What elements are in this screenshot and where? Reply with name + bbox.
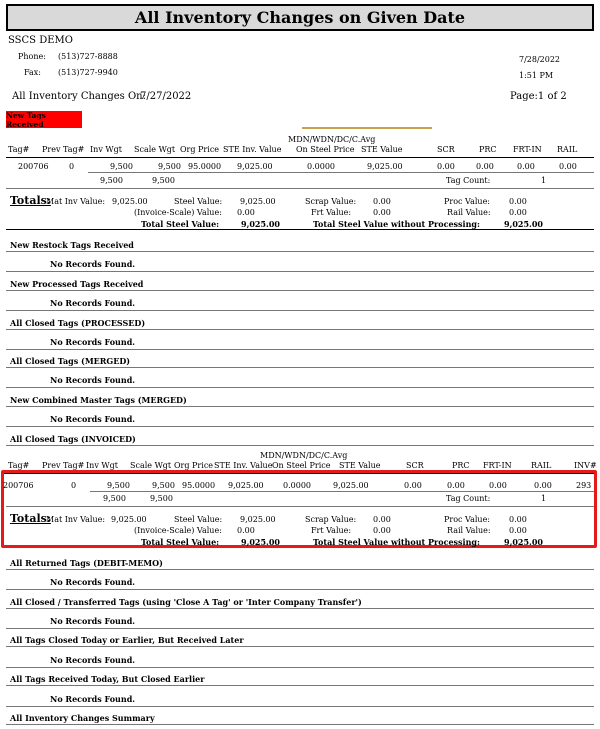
col-ste-inv-value: STE Inv. Value xyxy=(223,145,282,154)
section-combined-master: New Combined Master Tags (MERGED) xyxy=(10,395,187,405)
row-rail: 0.00 xyxy=(559,162,577,171)
inv-proc-value: 0.00 xyxy=(509,515,527,524)
inv-col-scale-wgt: Scale Wgt xyxy=(130,461,172,470)
inv-row-inv-no: 293 xyxy=(576,481,592,490)
inv-rail-value-label: Rail Value: xyxy=(447,526,491,535)
inv-row-prev-tag: 0 xyxy=(71,481,77,490)
row-frt-in: 0.00 xyxy=(517,162,535,171)
report-title-bar xyxy=(6,4,594,31)
inv-row-ste-inv-value: 9,025.00 xyxy=(228,481,264,490)
inv-col-scr: SCR xyxy=(406,461,424,470)
section-processed: New Processed Tags Received xyxy=(10,279,144,289)
inv-col-prc: PRC xyxy=(452,461,470,470)
subtotal-inv-wgt: 9,500 xyxy=(100,176,123,185)
inv-subtotal-inv-wgt: 9,500 xyxy=(103,494,126,503)
inv-col-frt-in: FRT-IN xyxy=(483,461,512,470)
row-on-steel-price: 0.0000 xyxy=(307,162,335,171)
inv-col-inv-wgt: Inv Wgt xyxy=(86,461,118,470)
section-closed-invoiced: All Closed Tags (INVOICED) xyxy=(10,434,136,444)
report-title: All Inventory Changes on Given Date xyxy=(134,8,466,27)
inv-steel-value-label: Steel Value: xyxy=(174,515,223,524)
scrap-value-label: Scrap Value: xyxy=(305,197,357,206)
inv-col-inv-no: INV# xyxy=(574,461,597,470)
inv-frt-value-label: Frt Value: xyxy=(311,526,352,535)
inv-row-on-steel-price: 0.0000 xyxy=(283,481,311,490)
inv-invoice-scale-value: 0.00 xyxy=(237,526,255,535)
inv-total-wo-processing-label: Total Steel Value without Processing: xyxy=(313,537,480,547)
totals-label: Totals: xyxy=(10,194,51,207)
no-records-closed-merged: No Records Found. xyxy=(50,375,136,385)
inv-col-tag: Tag# xyxy=(8,461,30,470)
inv-row-scr: 0.00 xyxy=(404,481,422,490)
mat-inv-value: 9,025.00 xyxy=(112,197,148,206)
steel-value: 9,025.00 xyxy=(240,197,276,206)
inv-proc-value-label: Proc Value: xyxy=(444,515,490,524)
inv-row-rail: 0.00 xyxy=(534,481,552,490)
inv-invoice-scale-label: (Invoice-Scale) Value: xyxy=(134,526,222,535)
steel-value-label: Steel Value: xyxy=(174,197,223,206)
col-inv-wgt: Inv Wgt xyxy=(90,145,122,154)
inv-steel-value: 9,025.00 xyxy=(240,515,276,524)
subtotal-scale-wgt: 9,500 xyxy=(152,176,175,185)
inv-row-inv-wgt: 9,500 xyxy=(107,481,130,490)
report-time: 1:51 PM xyxy=(519,71,554,80)
row-tag: 200706 xyxy=(18,162,49,171)
section-summary: All Inventory Changes Summary xyxy=(10,713,155,723)
inv-row-ste-value: 9,025.00 xyxy=(333,481,369,490)
section-closed-processed: All Closed Tags (PROCESSED) xyxy=(10,318,146,328)
inv-col-org-price: Org Price xyxy=(174,461,214,470)
mdn-header: MDN/WDN/DC/C.Avg xyxy=(288,135,376,144)
inv-rail-value: 0.00 xyxy=(509,526,527,535)
col-org-price: Org Price xyxy=(180,145,220,154)
phone-number: (513)727-8888 xyxy=(58,52,118,61)
no-records-closed-earlier: No Records Found. xyxy=(50,655,136,665)
no-records-combined-master: No Records Found. xyxy=(50,414,136,424)
no-records-transferred: No Records Found. xyxy=(50,616,136,626)
section-received-today: All Tags Received Today, But Closed Earlier xyxy=(10,674,205,684)
col-on-steel-price: On Steel Price xyxy=(296,145,355,154)
no-records-processed: No Records Found. xyxy=(50,298,136,308)
inv-col-ste-value: STE Value xyxy=(339,461,381,470)
inv-totals-label: Totals: xyxy=(10,512,51,525)
inv-tag-count-label: Tag Count: xyxy=(446,494,491,503)
proc-value: 0.00 xyxy=(509,197,527,206)
no-records-returned: No Records Found. xyxy=(50,577,136,587)
no-records-closed-processed: No Records Found. xyxy=(50,337,136,347)
inv-col-ste-inv-value: STE Inv. Value xyxy=(214,461,273,470)
section-closed-earlier: All Tags Closed Today or Earlier, But Received Later xyxy=(10,635,244,645)
col-scale-wgt: Scale Wgt xyxy=(134,145,176,154)
rail-value: 0.00 xyxy=(509,208,527,217)
col-prev-tag: Prev Tag# xyxy=(42,145,85,154)
inv-col-on-steel-price: On Steel Price xyxy=(272,461,331,470)
invoice-scale-value: 0.00 xyxy=(237,208,255,217)
tag-count: 1 xyxy=(541,176,547,185)
total-steel-label: Total Steel Value: xyxy=(141,219,220,229)
inv-total-steel-label: Total Steel Value: xyxy=(141,537,220,547)
row-org-price: 95.0000 xyxy=(188,162,222,171)
inv-scrap-value: 0.00 xyxy=(373,515,391,524)
row-scr: 0.00 xyxy=(437,162,455,171)
section-returned: All Returned Tags (DEBIT-MEMO) xyxy=(10,558,163,568)
col-frt-in: FRT-IN xyxy=(513,145,542,154)
company-name: SSCS DEMO xyxy=(8,35,73,46)
page-number: Page:1 of 2 xyxy=(510,91,567,102)
inv-row-org-price: 95.0000 xyxy=(182,481,216,490)
changes-on-date: 7/27/2022 xyxy=(140,91,192,102)
proc-value-label: Proc Value: xyxy=(444,197,490,206)
frt-value-label: Frt Value: xyxy=(311,208,352,217)
col-ste-value: STE Value xyxy=(361,145,403,154)
fax-label: Fax: xyxy=(24,68,41,77)
row-scale-wgt: 9,500 xyxy=(158,162,181,171)
row-prev-tag: 0 xyxy=(69,162,75,171)
row-prc: 0.00 xyxy=(476,162,494,171)
inv-total-wo-processing-value: 9,025.00 xyxy=(504,537,543,547)
inv-row-prc: 0.00 xyxy=(447,481,465,490)
row-ste-inv-value: 9,025.00 xyxy=(237,162,273,171)
new-tags-received-badge: New Tags Received xyxy=(6,111,82,128)
inv-col-rail: RAIL xyxy=(531,461,552,470)
rail-value-label: Rail Value: xyxy=(447,208,491,217)
row-ste-value: 9,025.00 xyxy=(367,162,403,171)
no-records-restock: No Records Found. xyxy=(50,259,136,269)
inv-row-scale-wgt: 9,500 xyxy=(152,481,175,490)
col-scr: SCR xyxy=(437,145,455,154)
inv-total-steel-value: 9,025.00 xyxy=(241,537,280,547)
total-wo-processing-value: 9,025.00 xyxy=(504,219,543,229)
inv-subtotal-scale-wgt: 9,500 xyxy=(150,494,173,503)
inv-mat-inv-label: Mat Inv Value: xyxy=(46,515,106,524)
scrap-value: 0.00 xyxy=(373,197,391,206)
inv-tag-count: 1 xyxy=(541,494,547,503)
section-closed-merged: All Closed Tags (MERGED) xyxy=(10,356,131,366)
inv-col-prev-tag: Prev Tag# xyxy=(42,461,85,470)
inv-row-tag: 200706 xyxy=(3,481,34,490)
inv-row-frt-in: 0.00 xyxy=(489,481,507,490)
total-steel-value: 9,025.00 xyxy=(241,219,280,229)
tag-count-label: Tag Count: xyxy=(446,176,491,185)
inv-frt-value: 0.00 xyxy=(373,526,391,535)
section-restock: New Restock Tags Received xyxy=(10,240,134,250)
col-tag: Tag# xyxy=(8,145,30,154)
no-records-received-today: No Records Found. xyxy=(50,694,136,704)
fax-number: (513)727-9940 xyxy=(58,68,118,77)
col-prc: PRC xyxy=(479,145,497,154)
invoice-scale-label: (Invoice-Scale) Value: xyxy=(134,208,222,217)
total-wo-processing-label: Total Steel Value without Processing: xyxy=(313,219,480,229)
col-rail: RAIL xyxy=(557,145,578,154)
report-date: 7/28/2022 xyxy=(519,55,561,64)
frt-value: 0.00 xyxy=(373,208,391,217)
row-inv-wgt: 9,500 xyxy=(110,162,133,171)
phone-label: Phone: xyxy=(18,52,46,61)
mat-inv-label: Mat Inv Value: xyxy=(46,197,106,206)
invoiced-mdn-header: MDN/WDN/DC/C.Avg xyxy=(260,451,348,460)
section-transferred: All Closed / Transferred Tags (using 'Close A Tag' or 'Inter Company Transfer') xyxy=(10,597,362,607)
inv-mat-inv-value: 9,025.00 xyxy=(111,515,147,524)
divider-accent xyxy=(302,127,432,129)
inv-scrap-value-label: Scrap Value: xyxy=(305,515,357,524)
changes-on-label: All Inventory Changes On: xyxy=(12,91,146,102)
